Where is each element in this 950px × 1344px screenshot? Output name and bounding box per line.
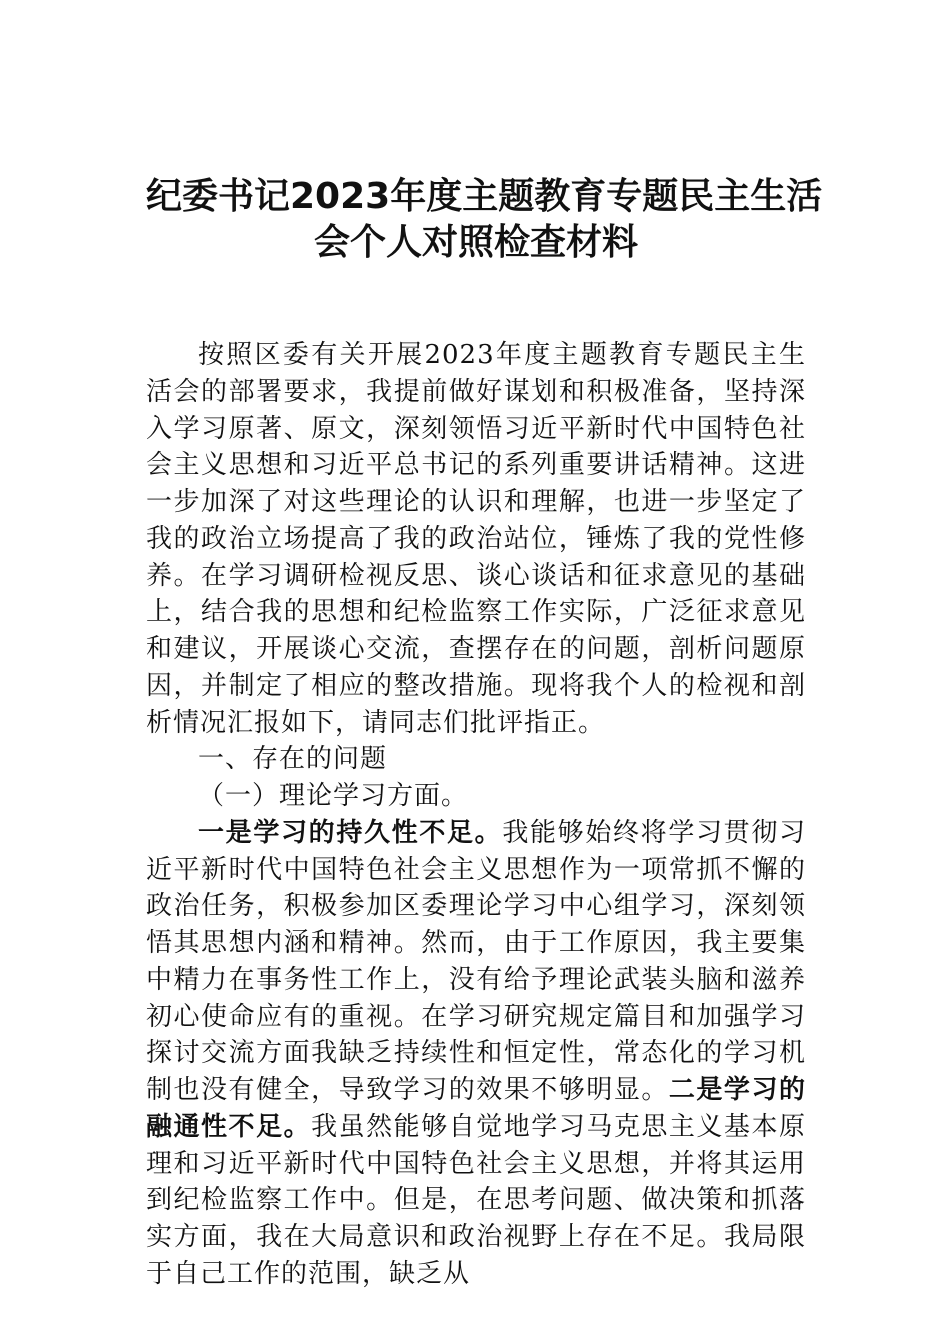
point-1-text: 我能够始终将学习贯彻习近平新时代中国特色社会主义思想作为一项常抓不懈的政治任务，积极参加区委理论学习中心组学习，深刻领悟其思想内涵和精神。然而，由于工作原因，我主要集中精力在事务性工作上，没有给予理论武装头脑和滋养初心使命应有的重视。在学习研究规定篇目和加强学习探讨交流方面我缺乏持续性和恒定性，常态化的学习机制也没有健全，导致学习的效果不够明显。 <box>146 817 806 1105</box>
document-title-line-2: 会个人对照检查材料 <box>313 222 638 263</box>
document-body <box>146 337 806 1293</box>
intro-paragraph: 按照区委有关开展2023年度主题教育专题民主生活会的部署要求，我提前做好谋划和积极准备，坚持深入学习原著、原文，深刻领悟习近平新时代中国特色社会主义思想和习近平总书记的系列重要讲话精神。这进一步加深了对这些理论的认识和理解，也进一步坚定了我的政治立场提高了我的政治站位，锤炼了我的党性修养。在学习调研检视反思、谈心谈话和征求意见的基础上，结合我的思想和纪检监察工作实际，广泛征求意见和建议，开展谈心交流，查摆存在的问题，剖析问题原因，并制定了相应的整改措施。现将我个人的检视和剖析情况汇报如下，请同志们批评指正。 <box>146 340 806 738</box>
point-2-text: 我虽然能够自觉地学习马克思主义基本原理和习近平新时代中国特色社会主义思想，并将其运用到纪检监察工作中。但是，在思考问题、做决策和抓落实方面，我在大局意识和政治视野上存在不足。我局限于自己工作的范围，缺乏从 <box>146 1111 806 1289</box>
point-2-label: 二是学习的融通性不足。 <box>146 1075 806 1142</box>
problem-paragraph <box>146 815 806 1293</box>
subsection-heading: （一）理论学习方面。 <box>198 781 469 811</box>
point-1-label: 一是学习的持久性不足。 <box>198 817 503 848</box>
section-heading: 一、存在的问题 <box>198 744 388 775</box>
document-title-line-1: 纪委书记2023年度主题教育专题民主生活 <box>146 176 823 217</box>
